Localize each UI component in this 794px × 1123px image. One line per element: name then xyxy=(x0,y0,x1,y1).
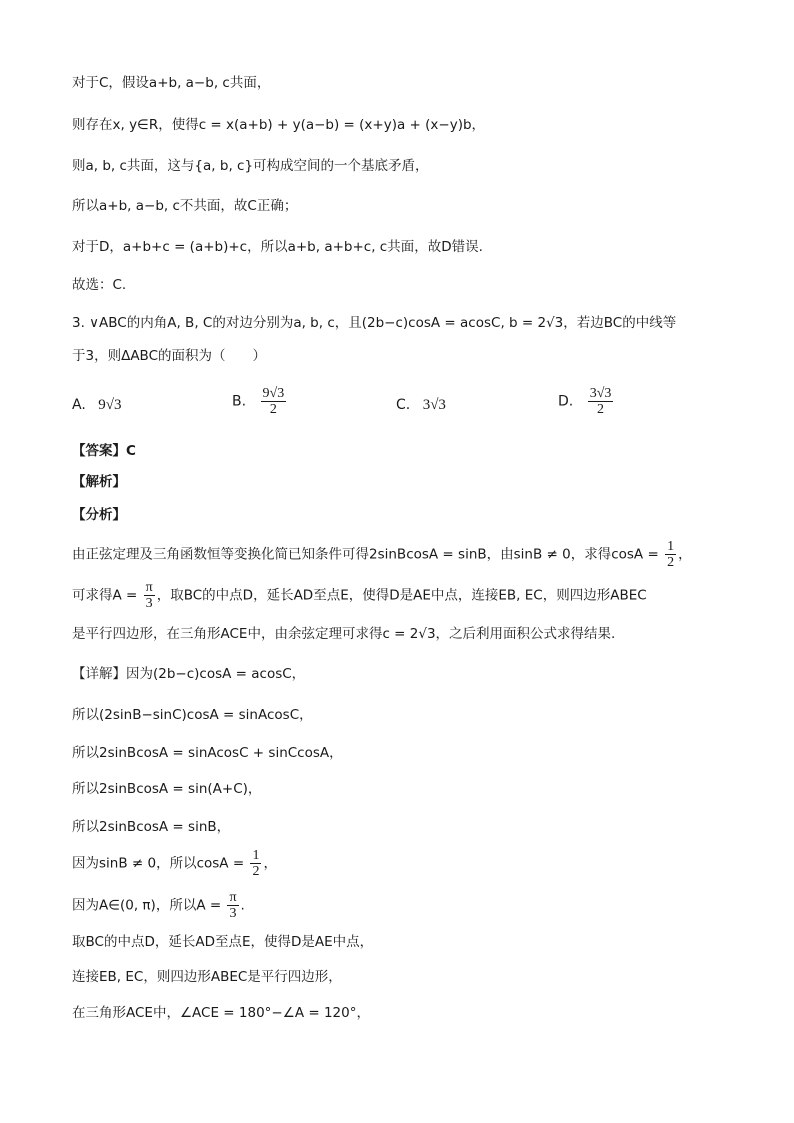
option-c-value: 3√3 xyxy=(422,397,446,413)
analysis-line-3: 是平行四边形，在三角形ACE中，由余弦定理可求得c = 2√3，之后利用面积公式求得结果. xyxy=(72,626,616,642)
option-d-fraction xyxy=(588,386,614,417)
text-line: 故选：C. xyxy=(72,277,127,293)
question-3: 3. ∨ABC的内角A, B, C的对边分别为a, b, c，且(2b−c)cosA = acosC, b = 2√3，若边BC的中线等 xyxy=(72,315,677,331)
fraction-denominator: 3 xyxy=(229,906,237,921)
option-b-label: B. xyxy=(232,393,247,410)
analysis-line-1 xyxy=(72,539,692,570)
detail-line: 所以2sinBcosA = sinAcosC + sinCcosA， xyxy=(72,745,343,761)
analysis-heading: 【解析】 xyxy=(72,474,126,490)
option-c xyxy=(396,395,446,415)
option-a-value: 9√3 xyxy=(98,397,122,413)
detail-line: 连接EB, EC，则四边形ABEC是平行四边形， xyxy=(72,969,342,985)
detail-line: 取BC的中点D，延长AD至点E，使得D是AE中点， xyxy=(72,934,374,950)
fraction-numerator: 1 xyxy=(667,539,675,554)
option-b-numerator: 9√3 xyxy=(262,386,285,401)
option-d xyxy=(558,386,615,417)
punctuation: . xyxy=(240,897,245,914)
analysis-line-2-rest: ，取BC的中点D，延长AD至点E，使得D是AE中点，连接EB, EC，则四边形ABEC xyxy=(156,587,647,604)
detail-line: 所以2sinBcosA = sin(A+C)， xyxy=(72,781,262,797)
fraction-pi-over-3 xyxy=(144,580,155,611)
fraction-numerator: π xyxy=(145,580,153,595)
fraction-numerator: π xyxy=(229,890,237,905)
fraction-denominator: 2 xyxy=(667,555,675,570)
detail-line-7 xyxy=(72,890,245,921)
punctuation: ， xyxy=(678,546,692,563)
fraction-numerator: 1 xyxy=(252,848,260,863)
detail-line: 所以(2sinB−sinC)cosA = sinAcosC， xyxy=(72,707,313,723)
option-a-label: A. xyxy=(72,397,86,413)
option-d-label: D. xyxy=(558,393,574,410)
detail-line: 在三角形ACE中，∠ACE = 180°−∠A = 120°， xyxy=(72,1005,370,1021)
text-line: 则存在x, y∈R，使得c = x(a+b) + y(a−b) = (x+y)a + (x−y)b， xyxy=(72,117,486,133)
detail-line-7-text: 因为A∈(0, π)，所以A = xyxy=(72,897,222,914)
punctuation: ， xyxy=(263,855,277,872)
text-line: 所以a+b, a−b, c不共面，故C正确； xyxy=(72,198,298,214)
option-b-denominator: 2 xyxy=(269,402,277,417)
option-d-denominator: 2 xyxy=(597,402,605,417)
text-line: 则a, b, c共面，这与{a, b, c}可构成空间的一个基底矛盾， xyxy=(72,158,429,174)
detail-line-6 xyxy=(72,848,277,879)
answer-heading: 【答案】C xyxy=(72,443,136,459)
question-3-cont: 于3，则ΔABC的面积为（ ） xyxy=(72,348,267,364)
fraction-denominator: 3 xyxy=(145,596,153,611)
option-b-fraction xyxy=(261,386,287,417)
text-line: 对于D，a+b+c = (a+b)+c，所以a+b, a+b+c, c共面，故D错误. xyxy=(72,239,483,255)
option-c-label: C. xyxy=(396,397,411,413)
detail-line: 所以2sinBcosA = sinB， xyxy=(72,819,231,835)
option-d-numerator: 3√3 xyxy=(589,386,612,401)
fraction-one-half xyxy=(665,539,676,570)
analysis-line-2-text: 可求得A = xyxy=(72,587,138,604)
option-b xyxy=(232,386,288,417)
fraction-pi-over-3 xyxy=(227,890,238,921)
analysis-line-1-text: 由正弦定理及三角函数恒等变换化简已知条件可得2sinBcosA = sinB，由sinB ≠ 0，求得cosA = xyxy=(72,546,659,563)
option-a xyxy=(72,395,121,415)
fraction-denominator: 2 xyxy=(252,864,260,879)
analysis-line-2 xyxy=(72,580,647,611)
detail-line: 【详解】因为(2b−c)cosA = acosC， xyxy=(72,666,306,682)
sub-analysis-heading: 【分析】 xyxy=(72,507,126,523)
text-line: 对于C，假设a+b, a−b, c共面， xyxy=(72,75,271,91)
fraction-one-half xyxy=(250,848,261,879)
detail-line-6-text: 因为sinB ≠ 0，所以cosA = xyxy=(72,855,245,872)
